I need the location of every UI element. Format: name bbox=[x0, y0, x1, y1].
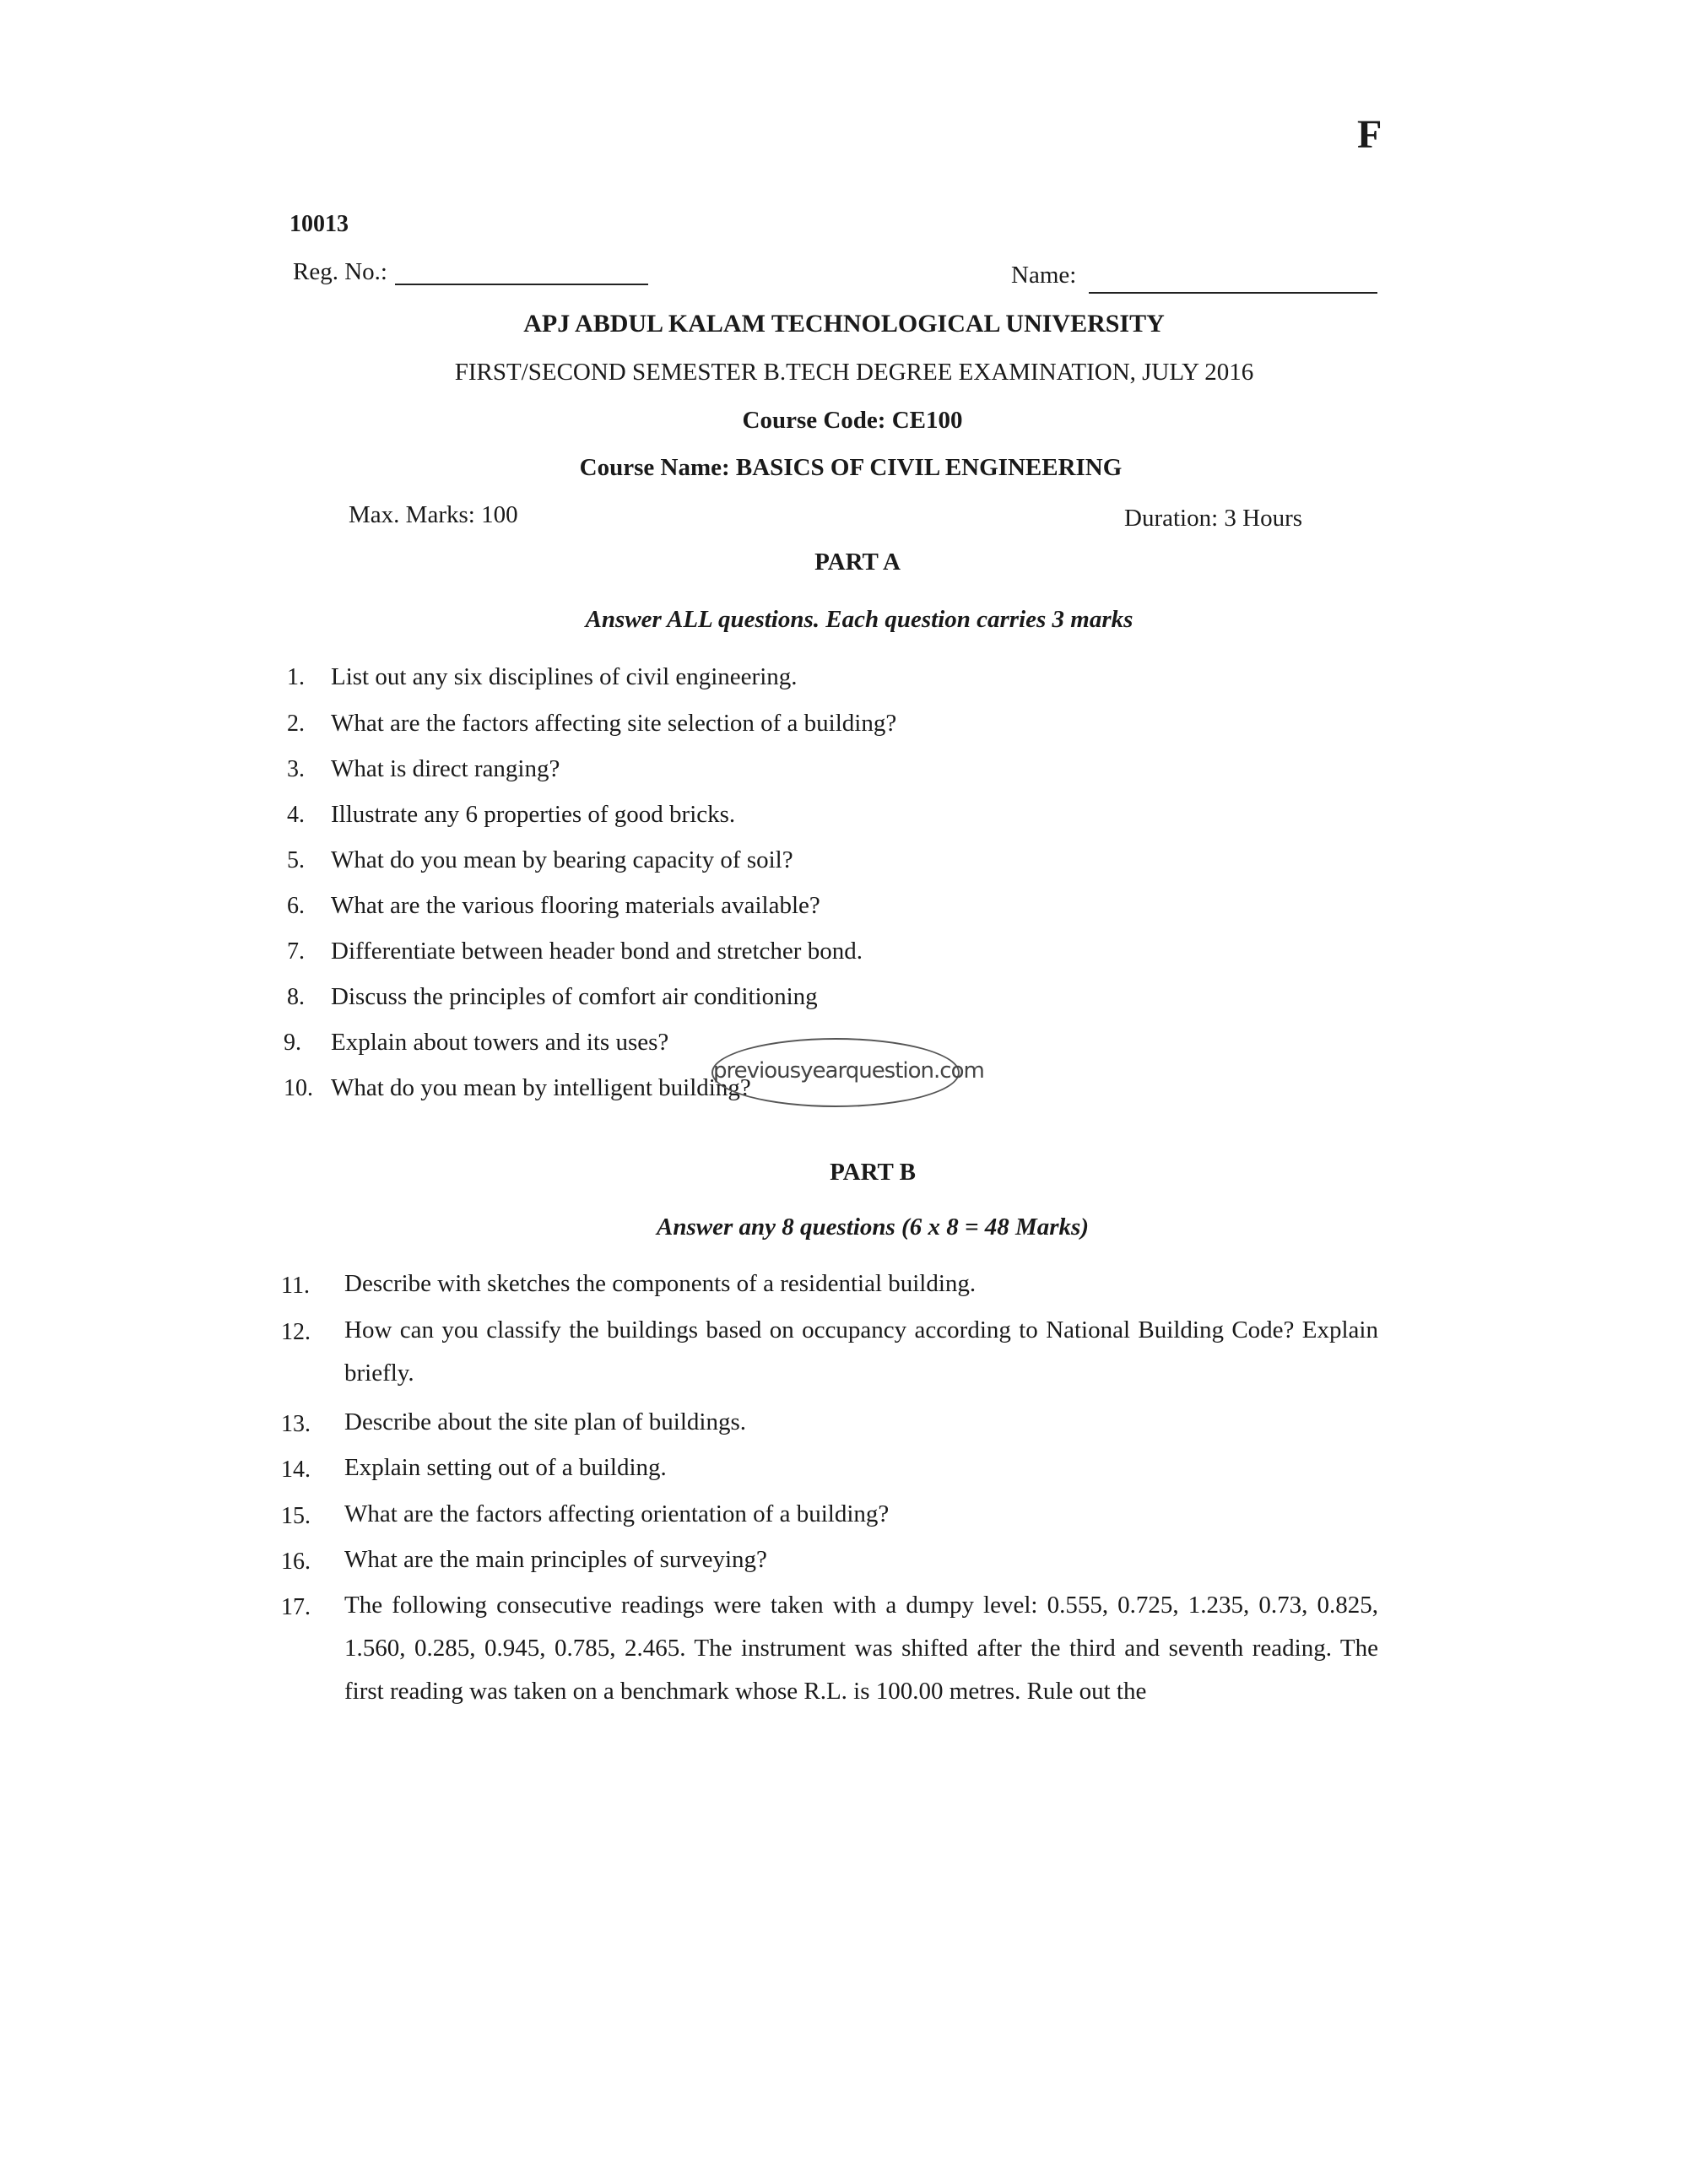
question-text: Describe about the site plan of buildings. bbox=[344, 1408, 746, 1435]
question-number: 10. bbox=[284, 1075, 313, 1101]
part-a-heading: PART A bbox=[814, 549, 901, 576]
question-number: 5. bbox=[287, 847, 305, 873]
question-number: 1. bbox=[287, 664, 305, 690]
part-b-instruction: Answer any 8 questions (6 x 8 = 48 Marks) bbox=[656, 1214, 1090, 1241]
question-number: 12. bbox=[281, 1319, 311, 1345]
question-number: 2. bbox=[287, 711, 305, 737]
paper-code: 10013 bbox=[289, 211, 349, 237]
question-text: What are the main principles of surveying? bbox=[344, 1546, 767, 1573]
question-text: How can you classify the buildings based on occupancy according to National Building Code? Explain briefly. bbox=[344, 1316, 1378, 1387]
question-number: 15. bbox=[281, 1503, 311, 1529]
exam-title: FIRST/SECOND SEMESTER B.TECH DEGREE EXAMINATION, JULY 2016 bbox=[454, 359, 1254, 386]
reg-no-blank-line bbox=[395, 284, 648, 285]
question-text: Describe with sketches the components of a residential building. bbox=[344, 1270, 977, 1297]
question-text: Discuss the principles of comfort air conditioning bbox=[331, 983, 818, 1010]
question-text: What do you mean by bearing capacity of soil? bbox=[331, 846, 793, 873]
question-number: 11. bbox=[281, 1273, 310, 1299]
question-text: Explain setting out of a building. bbox=[344, 1454, 667, 1481]
reg-no-label: Reg. No.: bbox=[293, 258, 387, 285]
question-number: 8. bbox=[287, 984, 305, 1010]
question-number: 14. bbox=[281, 1457, 311, 1483]
question-number: 6. bbox=[287, 893, 305, 919]
question-text: What is direct ranging? bbox=[331, 755, 560, 782]
name-blank-line bbox=[1089, 292, 1377, 294]
part-b-heading: PART B bbox=[830, 1159, 916, 1186]
course-name: Course Name: BASICS OF CIVIL ENGINEERING bbox=[579, 454, 1123, 481]
max-marks: Max. Marks: 100 bbox=[349, 501, 518, 528]
university-title: APJ ABDUL KALAM TECHNOLOGICAL UNIVERSITY bbox=[523, 310, 1165, 338]
website-watermark: previousyearquestion.com bbox=[711, 1038, 960, 1107]
name-label: Name: bbox=[1011, 262, 1077, 289]
question-number: 16. bbox=[281, 1549, 311, 1575]
part-a-instruction: Answer ALL questions. Each question carries 3 marks bbox=[585, 606, 1133, 633]
question-text: What are the factors affecting orientation of a building? bbox=[344, 1500, 890, 1527]
course-code: Course Code: CE100 bbox=[742, 407, 963, 434]
question-text: What do you mean by intelligent building? bbox=[331, 1074, 751, 1101]
question-text: What are the factors affecting site selection of a building? bbox=[331, 710, 897, 737]
question-number: 4. bbox=[287, 802, 305, 828]
question-number: 7. bbox=[287, 938, 305, 965]
question-text: List out any six disciplines of civil engineering. bbox=[331, 663, 798, 690]
question-number: 13. bbox=[281, 1411, 311, 1437]
question-text: Explain about towers and its uses? bbox=[331, 1029, 669, 1056]
question-text: What are the various flooring materials available? bbox=[331, 892, 820, 919]
duration: Duration: 3 Hours bbox=[1124, 505, 1303, 532]
question-text: The following consecutive readings were taken with a dumpy level: 0.555, 0.725, 1.235, 0.73, 0.825, 1.560, 0.285, 0.945, 0.785, 2.465. The instrument was shifted after the third and seventh reading. The first reading was taken on a benchmark whose R.L. is 100.00 metres. Rule out the bbox=[344, 1592, 1378, 1705]
question-number: 17. bbox=[281, 1594, 311, 1620]
question-number: 9. bbox=[284, 1030, 301, 1056]
question-text: Differentiate between header bond and stretcher bond. bbox=[331, 938, 863, 965]
question-number: 3. bbox=[287, 756, 305, 782]
question-text: Illustrate any 6 properties of good bricks. bbox=[331, 801, 736, 828]
paper-set-letter: F bbox=[1357, 112, 1382, 157]
